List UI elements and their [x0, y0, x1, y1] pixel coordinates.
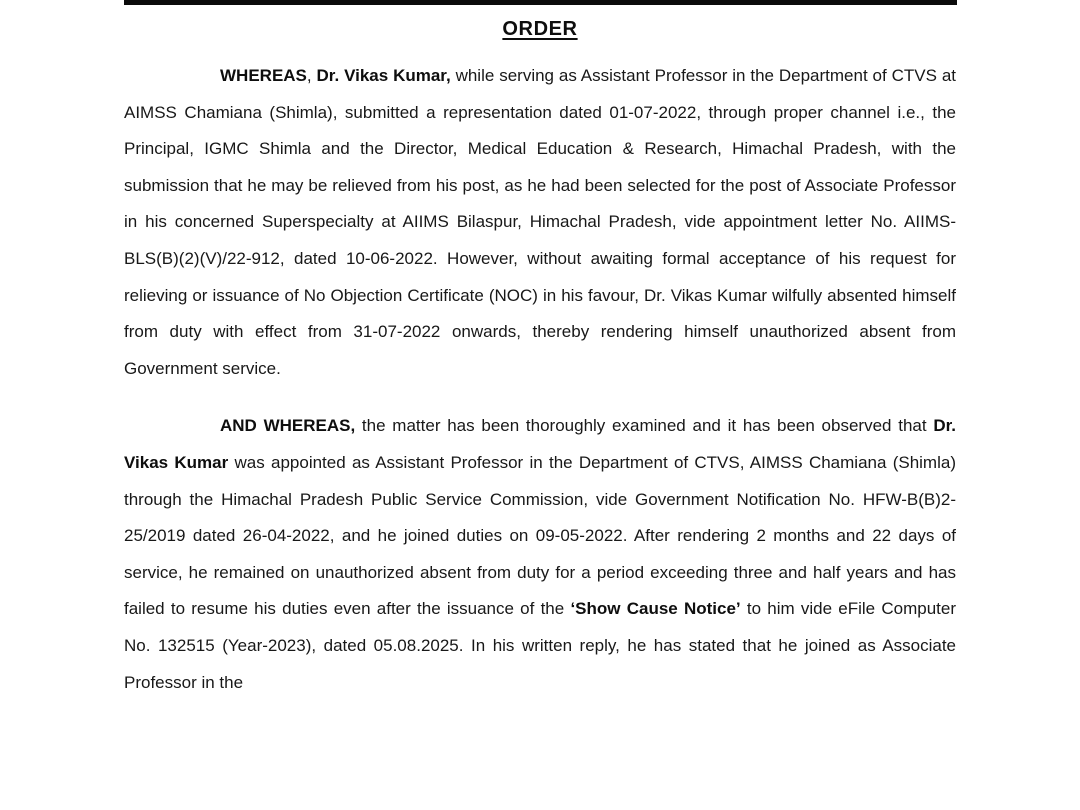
paragraph	[124, 58, 956, 387]
text-run: while serving as Assistant Professor in the Department of CTVS at AIMSS Chamiana (Shimla), submitted a representation dated 01-07-2022, through proper channel i.e., the Principal, IGMC Shimla and the Director, Medical Education & Research, Himachal Pradesh, with the submission that he may be relieved from his post, as he had been selected for the post of Associate Professor in his concerned Superspecialty at AIIMS Bilaspur, Himachal Pradesh, vide appointment letter No. AIIMS-BLS(B)(2)(V)/22-912, dated 10-06-2022. However, without awaiting formal acceptance of his request for relieving or issuance of No Objection Certificate (NOC) in his favour, Dr. Vikas Kumar wilfully absented himself from duty with effect from 31-07-2022 onwards, thereby rendering himself unauthorized absent from Government service.	[124, 66, 957, 378]
document-body	[124, 58, 956, 701]
text-run: to him vide eFile Computer No. 132515 (Year-2023), dated 05.08.2025. In his written reply, he has stated that he joined as Associate Professor in the	[124, 599, 956, 692]
bold-text-run: Dr. Vikas Kumar,	[316, 66, 451, 85]
order-heading: ORDER	[502, 18, 578, 40]
bold-text-run: AND WHEREAS,	[220, 416, 356, 436]
document-content	[124, 5, 956, 701]
text-run: ,	[306, 66, 317, 85]
bold-text-run: Dr. Vikas Kumar	[124, 416, 956, 472]
text-run: was appointed as Assistant Professor in the Department of CTVS, AIMSS Chamiana (Shimla) through the Himachal Pradesh Public Service Commission, vide Government Notification No. HFW-B(B)2-25/2019 dated 26-04-2022, and he joined duties on 09-05-2022. After rendering 2 months and 22 days of service, he remained on unauthorized absent from duty for a period exceeding three and half years and has failed to resume his duties even after the issuance of the	[124, 452, 956, 619]
bold-text-run: WHEREAS	[220, 66, 307, 85]
text-run: the matter has been thoroughly examined and it has been observed that	[355, 416, 934, 436]
bold-text-run: ‘Show Cause Notice’	[570, 599, 741, 619]
paragraph	[124, 408, 956, 701]
